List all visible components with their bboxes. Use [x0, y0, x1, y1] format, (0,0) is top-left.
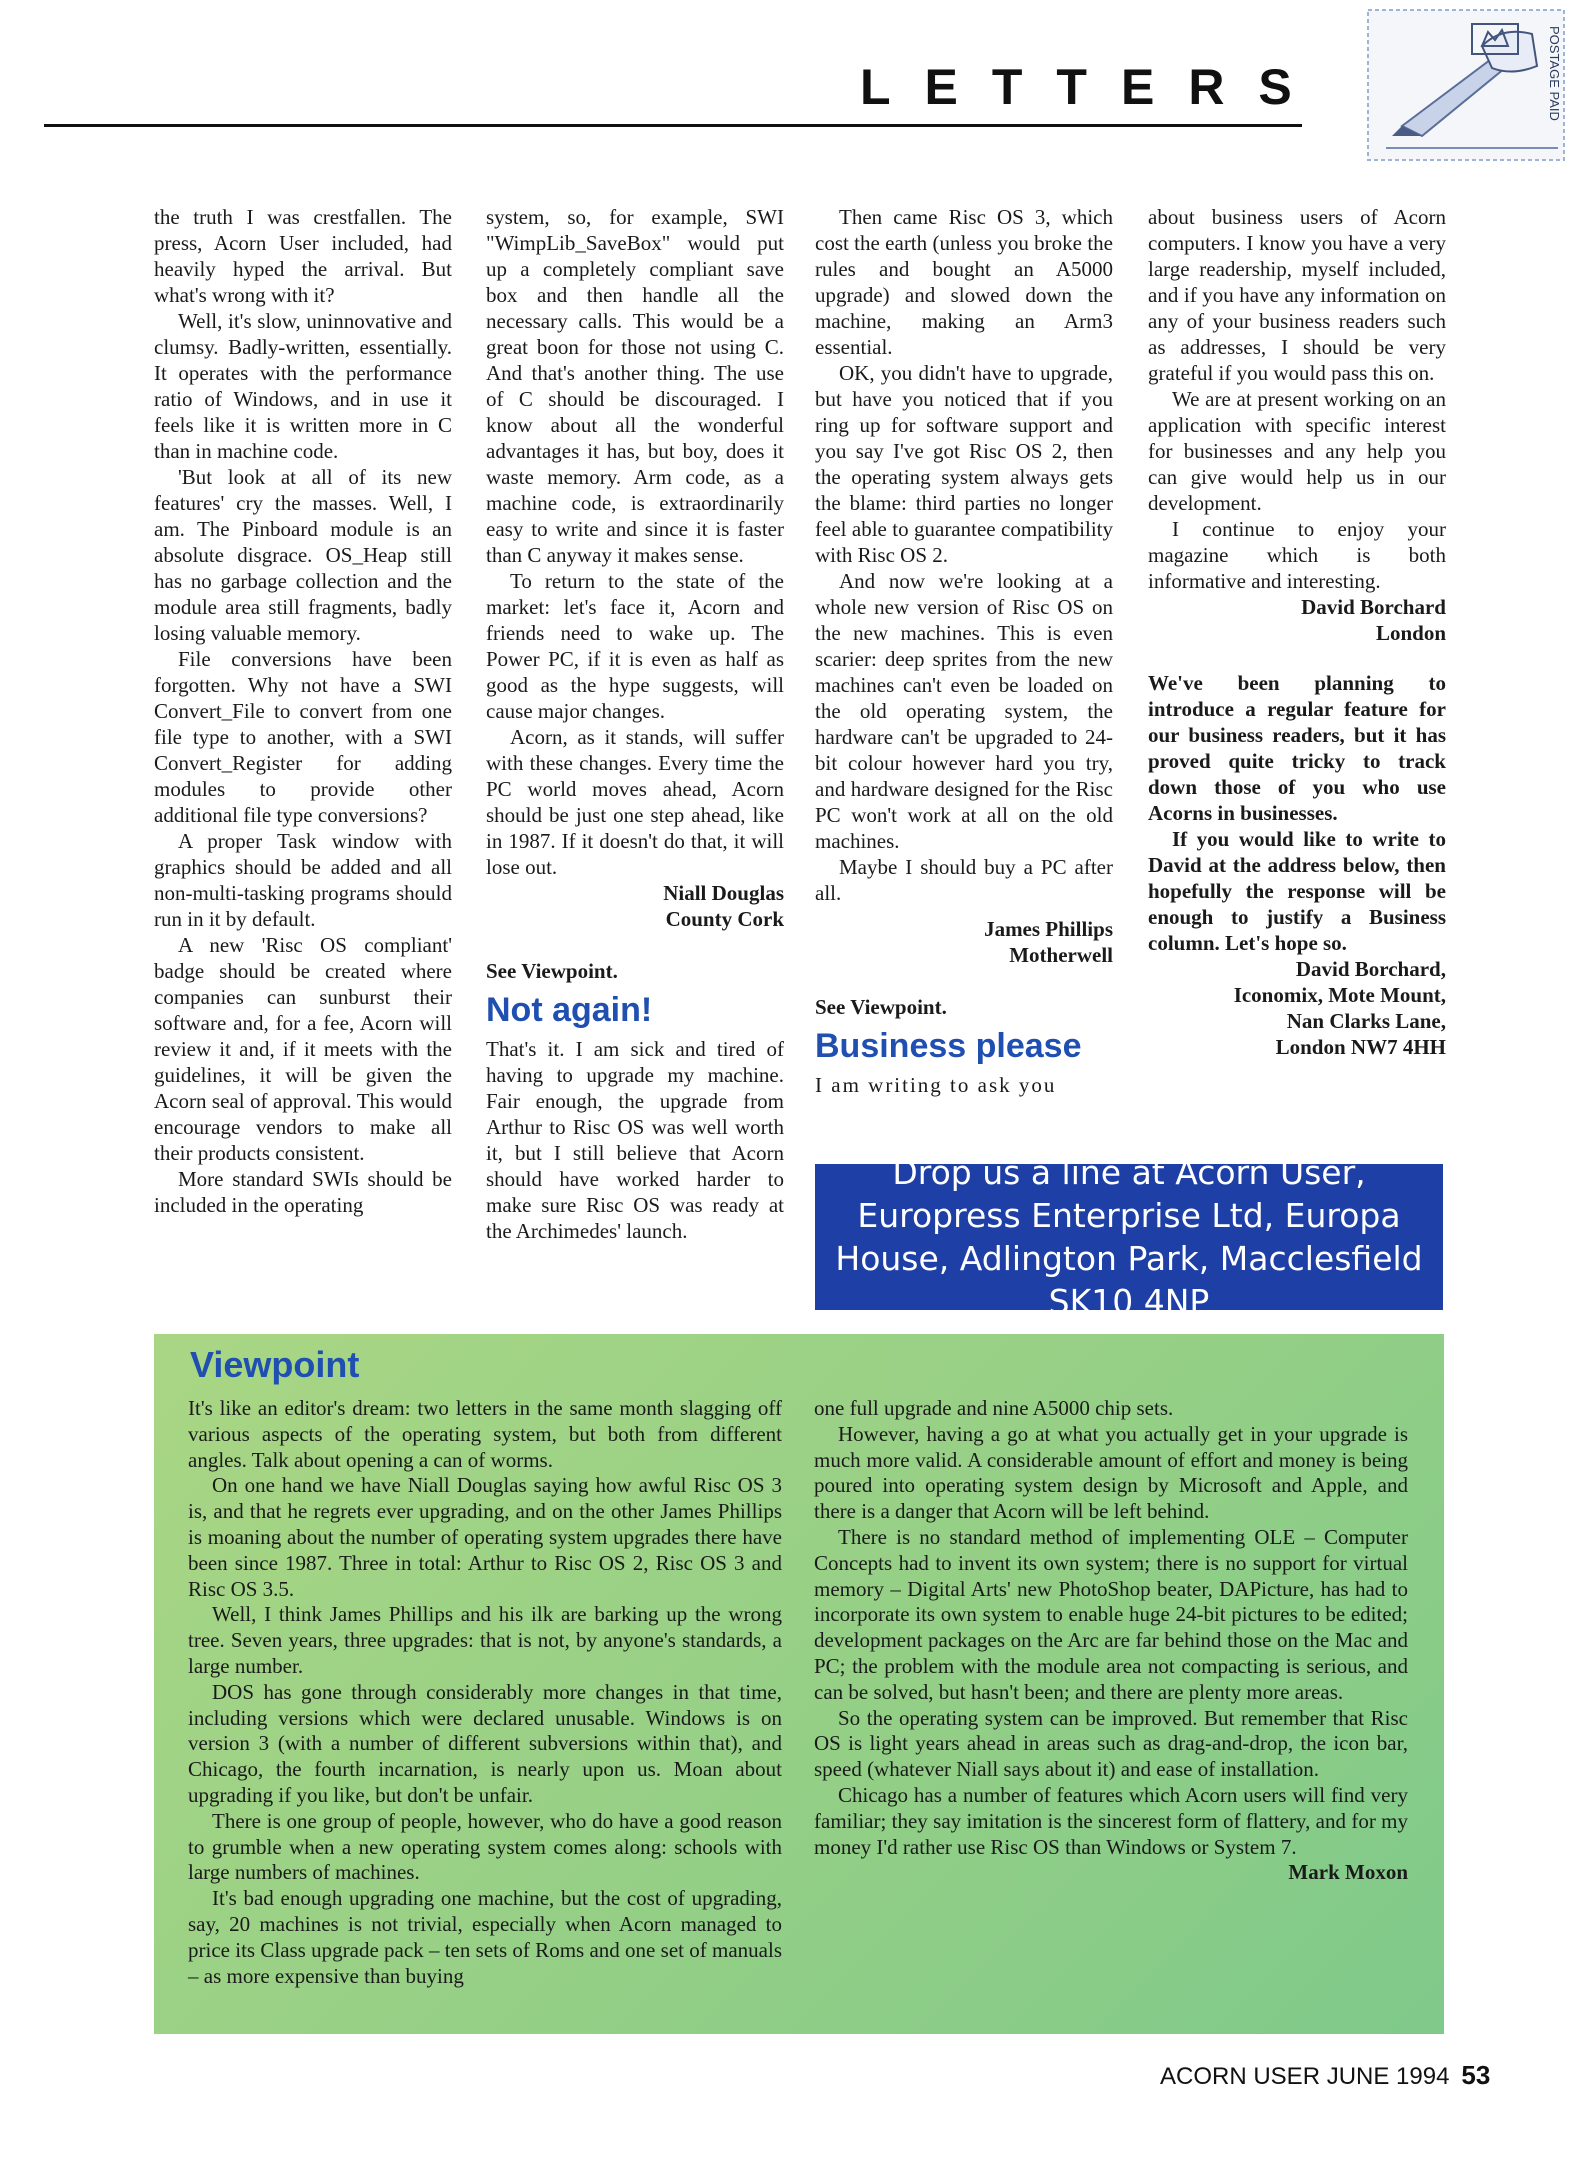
viewpoint-title: Viewpoint — [190, 1344, 360, 1385]
paragraph: A proper Task window with graphics should be added and all non-multi-tasking programs should run in it by default. — [154, 829, 452, 931]
paragraph: Then came Risc OS 3, which cost the earth (unless you broke the rules and bought an A5000 upgrade) and slowed down the machine, making an Arm3 essential. — [815, 205, 1113, 359]
paragraph: Acorn, as it stands, will suffer with these changes. Every time the PC world moves ahead, Acorn should be just one step ahead, like in 1987. If it doesn't do that, it will lose out. — [486, 725, 784, 879]
viewpoint-column-2 — [814, 1396, 1408, 1886]
paragraph: There is one group of people, however, who do have a good reason to grumble when a new operating system comes along: schools with large numbers of machines. — [188, 1808, 782, 1885]
paragraph: Well, I think James Phillips and his ilk are barking up the wrong tree. Seven years, three upgrades: that is not, by anyone's standards, a large number. — [188, 1602, 782, 1678]
header-rule — [44, 124, 1302, 127]
paragraph: That's it. I am sick and tired of having to upgrade my machine. Fair enough, the upgrade from Arthur to Risc OS was well worth it, but I still believe that Acorn should have worked harder to make sure Risc OS was ready at the Archimedes' launch. — [486, 1037, 784, 1243]
signature-name: Niall Douglas — [663, 881, 784, 905]
paragraph: So the operating system can be improved. But remember that Risc OS is light years ahead in areas such as drag-and-drop, the icon bar, speed (whatever Niall says about it) and ease of installation. — [814, 1705, 1408, 1782]
paragraph: A new 'Risc OS compliant' badge should be created where companies can sunburst their software and, for a fee, Acorn will review it and, if it meets with the guidelines, it will be given the Acorn seal of approval. This would encourage vendors to make all their products consistent. — [154, 933, 452, 1165]
editor-reply: We've been planning to introduce a regular feature for our business readers, but it has proved quite tricky to track down those of you who use Acorns in businesses. — [1148, 671, 1446, 825]
paragraph: one full upgrade and nine A5000 chip sets. — [814, 1396, 1174, 1420]
publication-name: ACORN USER JUNE 1994 — [1160, 2063, 1450, 2090]
paragraph: I continue to enjoy your magazine which is both informative and interesting. — [1148, 517, 1446, 593]
letter-heading: Not again! — [486, 991, 653, 1029]
paragraph: To return to the state of the market: let's face it, Acorn and friends need to wake up. The Power PC, if it is even as half as good as the hype suggests, will cause major changes. — [486, 569, 784, 723]
signature-place: Motherwell — [1009, 943, 1113, 967]
address-text: Drop us a line at Acorn User, Europress Enterprise Ltd, Europa House, Adlington Park, Macclesfield SK10 4NP — [835, 1153, 1423, 1321]
address-line: David Borchard, — [1295, 957, 1446, 981]
see-viewpoint: See Viewpoint. — [815, 995, 947, 1019]
paragraph: On one hand we have Niall Douglas saying how awful Risc OS 3 is, and that he regrets ever upgrading, and on the other James Phillips is moaning about the number of operating system upgrades there have been since 1987. Three in total: Arthur to Risc OS 2, Risc OS 3 and Risc OS 3.5. — [188, 1473, 782, 1601]
paragraph: DOS has gone through considerably more changes in that time, including versions which were declared unusable. Windows is on version 3 (with a number of different subversions within that), and Chicago, the fourth incarnation, is nearly upon us. Moan about upgrading if you like, but don't be unfair. — [188, 1679, 782, 1807]
letter-column-2 — [486, 204, 784, 1244]
postage-stamp-icon — [1362, 6, 1570, 166]
letter-column-3 — [815, 204, 1113, 1098]
see-viewpoint: See Viewpoint. — [486, 959, 618, 983]
letter-column-1 — [154, 204, 452, 1218]
stamp-text: POSTAGE PAID — [1547, 26, 1562, 121]
paragraph: And now we're looking at a whole new version of Risc OS on the new machines. This is even scarier: deep sprites from the new machines can't even be loaded on the old operating system, the hardware can't be upgraded to 24-bit colour however hard you try, and hardware designed for the Risc PC won't work at all on the old machines. — [815, 569, 1113, 853]
page-title: LETTERS — [860, 59, 1326, 115]
viewpoint-signature: Mark Moxon — [1288, 1860, 1408, 1885]
editor-reply: If you would like to write to David at the address below, then hopefully the response will be enough to justify a Business column. Let's hope so. — [1148, 827, 1446, 955]
signature-place: London — [1375, 621, 1446, 645]
viewpoint-panel — [154, 1334, 1444, 2034]
paragraph: the truth I was crestfallen. The press, Acorn User included, had heavily hyped the arrival. But what's wrong with it? — [154, 205, 452, 307]
paragraph: We are at present working on an application with specific interest for businesses and any help you can give would help us in our development. — [1148, 387, 1446, 515]
paragraph: system, so, for example, SWI "WimpLib_SaveBox" would put up a completely compliant save box and then handle all the necessary calls. This would be a great boon for those not using C. And that's another thing. The use of C should be discouraged. I know about all the wonderful advantages it has, but boy, does it waste memory. Arm code, as a machine code, is extraordinarily easy to write and since it is faster than C anyway it makes sense. — [486, 205, 784, 567]
paragraph: There is no standard method of implementing OLE – Computer Concepts had to invent its own system; there is no support for virtual memory – Digital Arts' new PhotoShop beater, DAPicture, has had to incorporate its own system to enable huge 24-bit pictures to be edited; development packages on the Arc are far behind those on the Mac and PC; the problem with the module area not compacting is serious, and can be solved, but hasn't been; and there are plenty more areas. — [814, 1524, 1408, 1704]
paragraph: 'But look at all of its new features' cry the masses. Well, I am. The Pinboard module is an absolute disgrace. OS_Heap still has no garbage collection and the module area still fragments, badly losing valuable memory. — [154, 465, 452, 645]
address-line: London NW7 4HH — [1275, 1035, 1446, 1059]
paragraph: I am writing to ask you — [815, 1073, 1057, 1097]
paragraph: OK, you didn't have to upgrade, but have you noticed that if you ring up for software support and you say I've got Risc OS 2, then the operating system always gets the blame: third parties no longer feel able to guarantee compatibility with Risc OS 2. — [815, 361, 1113, 567]
signature-place: County Cork — [665, 907, 784, 931]
address-line: Iconomix, Mote Mount, — [1233, 983, 1446, 1007]
paragraph: It's bad enough upgrading one machine, but the cost of upgrading, say, 20 machines is not trivial, especially when Acorn managed to price its Class upgrade pack – ten sets of Roms and one set of manuals – as more expensive than buying — [188, 1886, 782, 1988]
paragraph: However, having a go at what you actually get in your upgrade is much more valid. A considerable amount of effort and money is being poured into operating system design by Microsoft and Apple, and there is a danger that Acorn will be left behind. — [814, 1421, 1408, 1524]
page-footer — [1160, 2060, 1490, 2091]
viewpoint-column-1 — [188, 1396, 782, 1989]
paragraph: It's like an editor's dream: two letters in the same month slagging off various aspects of the operating system, but both from different angles. Talk about opening a can of worms. — [188, 1396, 782, 1472]
address-box — [815, 1153, 1443, 1321]
paragraph: about business users of Acorn computers. I know you have a very large readership, myself included, and if you have any information on any of your business readers such as addresses, I should be very grateful if you would pass this on. — [1148, 205, 1446, 385]
letter-heading: Business please — [815, 1027, 1082, 1065]
signature-name: James Phillips — [984, 917, 1113, 941]
paragraph: Chicago has a number of features which Acorn users will find very familiar; they say imitation is the sincerest form of flattery, and for my money I'd rather use Risc OS than Windows or System 7. — [814, 1782, 1408, 1859]
page-number: 53 — [1461, 2060, 1491, 2090]
letter-column-4 — [1148, 204, 1446, 1060]
paragraph: More standard SWIs should be included in the operating — [154, 1167, 452, 1217]
paragraph: Maybe I should buy a PC after all. — [815, 855, 1113, 905]
paragraph: File conversions have been forgotten. Why not have a SWI Convert_File to convert from one file type to another, with a SWI Convert_Register for adding modules to provide other additional file type conversions? — [154, 647, 452, 827]
address-line: Nan Clarks Lane, — [1286, 1009, 1446, 1033]
signature-name: David Borchard — [1301, 595, 1446, 619]
paragraph: Well, it's slow, uninnovative and clumsy. Badly-written, essentially. It operates with the performance ratio of Windows, and in use it feels like it is written more in C than in machine code. — [154, 309, 452, 463]
